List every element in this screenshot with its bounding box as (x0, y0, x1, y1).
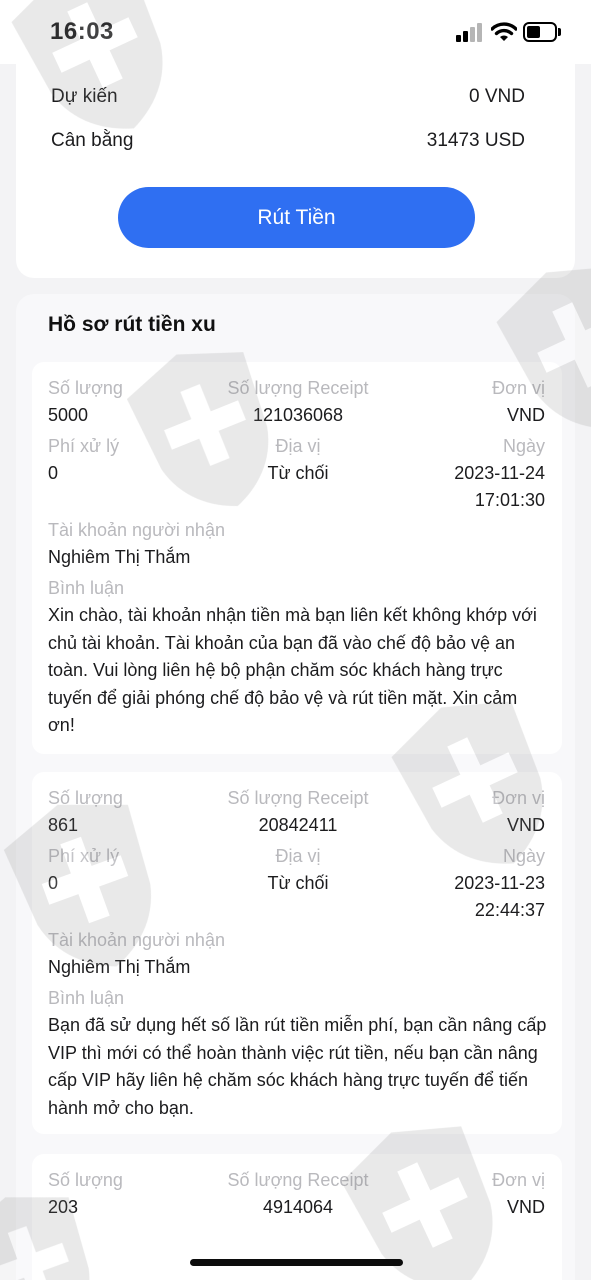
status-value: Từ chối (267, 463, 329, 483)
comment-text: Xin chào, tài khoản nhận tiền mà bạn liên kết không khớp với chủ tài khoản. Tài khoản của bạn đã vào chế độ bảo vệ an toàn. Vui lòng liên hệ bộ phận chăm sóc khách hàng trực tuyến để giải phóng chế độ bảo vệ và rút tiền mặt. Xin cảm ơn! (48, 605, 537, 735)
unit-label: Đơn vị (492, 378, 545, 398)
date-label: Ngày (502, 846, 545, 866)
fee-label: Phí xử lý (48, 436, 120, 456)
expected-label: Dự kiến (51, 86, 118, 107)
battery-tip (558, 28, 561, 36)
amount-label: Số lượng (48, 788, 123, 808)
recipient-label: Tài khoản người nhận (48, 930, 225, 950)
history-record[interactable] (32, 772, 562, 1134)
amount-value: 861 (48, 815, 79, 835)
comment-text: Bạn đã sử dụng hết số lần rút tiền miễn phí, bạn cần nâng cấp VIP thì mới có thể hoàn thành việc rút tiền, nếu bạn cần nâng cấp VIP hãy liên hệ chăm sóc khách hàng trực tuyến để tiến hành mở cho bạn. (48, 1015, 547, 1118)
expected-row (51, 82, 525, 112)
status-value: Từ chối (267, 873, 329, 893)
time-value: 22:44:37 (474, 900, 545, 920)
unit-value: VND (506, 1197, 545, 1217)
fee-value: 0 (48, 463, 59, 483)
battery-icon (523, 22, 557, 42)
receipt-value: 121036068 (252, 405, 344, 425)
status-time: 16:03 (50, 18, 114, 45)
balance-value: 31473 USD (426, 130, 525, 151)
status-label: Địa vị (275, 436, 321, 456)
amount-value: 203 (48, 1197, 79, 1217)
receipt-value: 20842411 (258, 815, 338, 835)
status-bar (0, 0, 591, 64)
balance-row (51, 126, 525, 156)
amount-label: Số lượng (48, 1170, 123, 1190)
unit-value: VND (506, 405, 545, 425)
fee-value: 0 (48, 873, 59, 893)
expected-value: 0 VND (469, 86, 525, 107)
fee-label: Phí xử lý (48, 846, 120, 866)
home-indicator[interactable] (190, 1259, 403, 1266)
date-value: 2023-11-23 (454, 873, 545, 893)
recipient-value: Nghiêm Thị Thắm (48, 547, 191, 567)
comment-label: Bình luận (48, 988, 125, 1008)
receipt-label: Số lượng Receipt (227, 788, 369, 808)
history-record[interactable] (32, 362, 562, 754)
unit-value: VND (506, 815, 545, 835)
unit-label: Đơn vị (492, 1170, 545, 1190)
recipient-value: Nghiêm Thị Thắm (48, 957, 191, 977)
comment-label: Bình luận (48, 578, 125, 598)
unit-label: Đơn vị (492, 788, 545, 808)
receipt-value: 4914064 (262, 1197, 334, 1217)
recipient-label: Tài khoản người nhận (48, 520, 225, 540)
balance-label: Cân bằng (51, 130, 134, 151)
withdraw-button[interactable]: Rút Tiền (118, 187, 475, 248)
receipt-label: Số lượng Receipt (227, 1170, 369, 1190)
amount-value: 5000 (48, 405, 89, 425)
date-value: 2023-11-24 (454, 463, 545, 483)
time-value: 17:01:30 (474, 490, 545, 510)
amount-label: Số lượng (48, 378, 123, 398)
signal-icon (456, 22, 484, 42)
history-title: Hồ sơ rút tiền xu (48, 313, 216, 336)
date-label: Ngày (502, 436, 545, 456)
receipt-label: Số lượng Receipt (227, 378, 369, 398)
wifi-icon (491, 21, 517, 43)
status-label: Địa vị (275, 846, 321, 866)
